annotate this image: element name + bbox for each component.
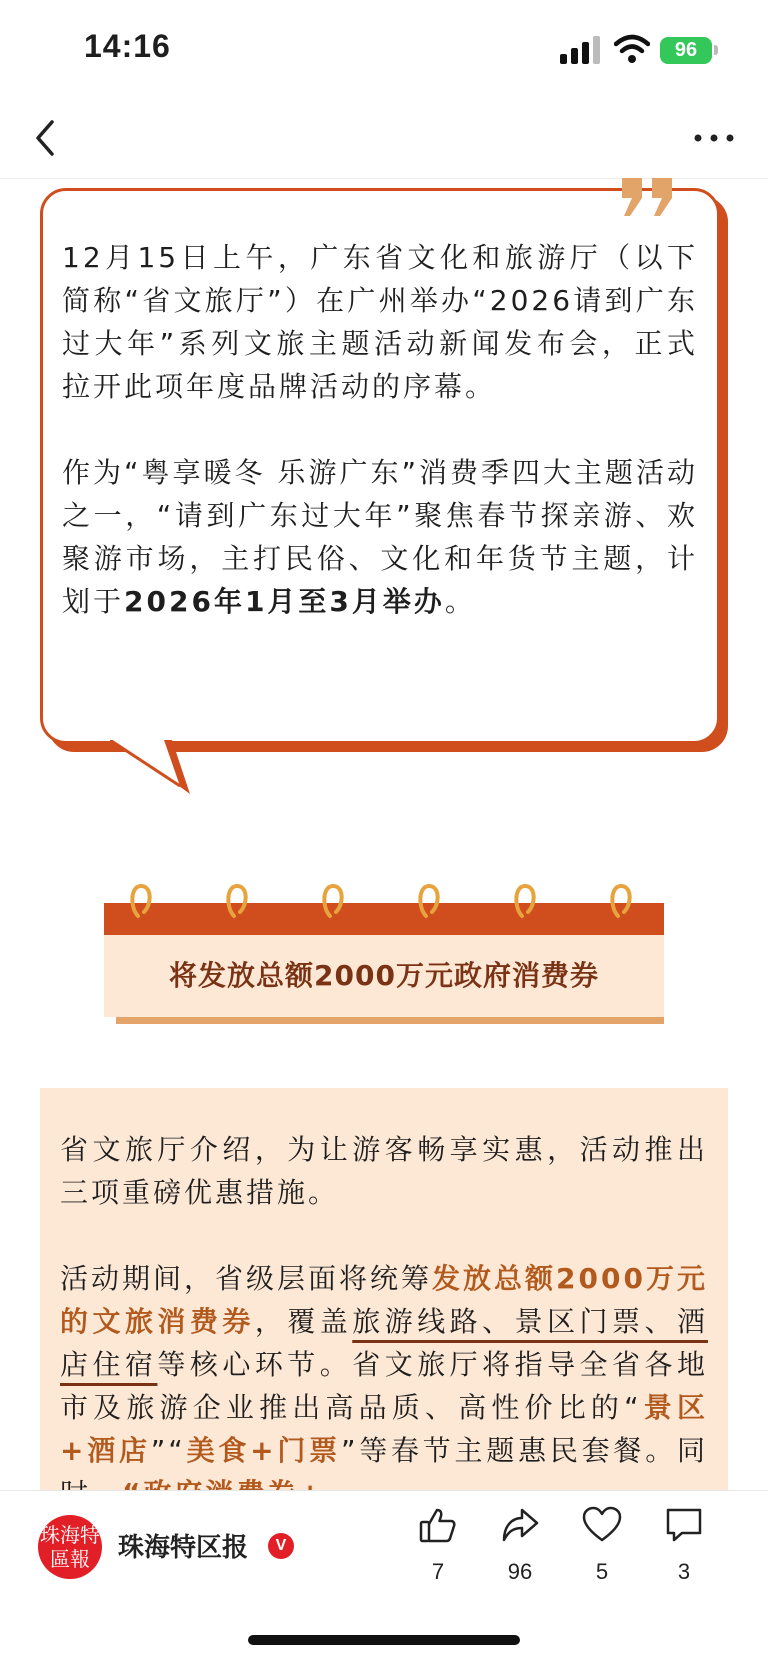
package-highlight-1: 景区+酒店 (60, 1391, 708, 1467)
status-time: 14:16 (84, 28, 171, 64)
favorite-count: 5 (595, 1559, 609, 1584)
favorite-button[interactable] (572, 1505, 632, 1595)
section-header-top-band (104, 903, 664, 935)
calendar-ring-icon (416, 882, 442, 920)
calendar-ring-icon (512, 882, 538, 920)
voucher-highlight: 发放总额2000万元的文旅消费券 (60, 1262, 708, 1338)
favorite-icon (582, 1505, 622, 1545)
quote-icon (620, 176, 676, 218)
panel-paragraph-1: 省文旅厅介绍，为让游客畅享实惠，活动推出三项重磅优惠措施。 (60, 1133, 708, 1209)
battery-level: 96 (674, 39, 698, 61)
calendar-ring-icon (608, 882, 634, 920)
share-count: 96 (507, 1559, 533, 1584)
wifi-icon (614, 34, 650, 64)
bubble-text (62, 236, 698, 666)
plan-date-bold: 2026年1月至3月举办 (124, 585, 445, 618)
panel-text (60, 1128, 708, 1508)
author-avatar[interactable] (38, 1515, 102, 1579)
more-icon[interactable] (692, 128, 736, 148)
panel-text-e: ”等春节主题惠民套餐。同 (340, 1434, 708, 1467)
package-highlight-2: 美食+门票 (185, 1434, 341, 1467)
bubble-tail (110, 740, 200, 796)
like-icon (418, 1505, 458, 1545)
avatar-text: 珠海特區報 (40, 1523, 100, 1571)
verified-badge: V (268, 1533, 294, 1559)
home-indicator (248, 1635, 520, 1645)
status-bar (0, 0, 768, 96)
nav-bar (0, 96, 768, 179)
like-count: 7 (431, 1559, 445, 1584)
plan-end: 。 (444, 585, 476, 618)
panel-text-a: 活动期间，省级层面将统筹 (60, 1262, 433, 1295)
share-icon (500, 1505, 540, 1545)
panel-text-d: ”“ (150, 1434, 186, 1467)
share-button[interactable] (490, 1505, 550, 1595)
panel-paragraph-2 (60, 1257, 708, 1508)
battery-indicator (660, 37, 712, 64)
info-panel (40, 1088, 728, 1508)
coverage-underline: 旅游线路、景区门票、酒店住宿 (60, 1305, 708, 1381)
battery-nub (714, 45, 718, 55)
signal-icon (560, 36, 602, 64)
panel-text-b: ，覆盖 (254, 1305, 353, 1338)
back-icon[interactable] (30, 118, 60, 158)
calendar-ring-icon (128, 882, 154, 920)
plan-text: 作为“粤享暖冬 乐游广东”消费季四大主题活动之一，“请到广东过大年”聚焦春节探亲游、欢聚游市场，主打民俗、文化和年货节主题，计划于 (62, 456, 698, 618)
comment-icon (664, 1505, 704, 1545)
calendar-ring-icon (224, 882, 250, 920)
author-name[interactable]: 珠海特区报 (118, 1533, 249, 1563)
comment-count: 3 (677, 1559, 691, 1584)
intro-paragraph: 12月15日上午，广东省文化和旅游厅（以下简称“省文旅厅”）在广州举办“2026请到广东过大年”系列文旅主题活动新闻发布会，正式拉开此项年度品牌活动的序幕。 (62, 241, 698, 403)
calendar-ring-icon (320, 882, 346, 920)
panel-text-c: 等核心环节。省文旅厅将指导全省各地市及旅游企业推出高品质、高性价比的“ (60, 1348, 708, 1424)
comment-button[interactable] (654, 1505, 714, 1595)
plan-paragraph (62, 451, 698, 623)
section-title: 将发放总额2000万元政府消费券 (169, 959, 599, 992)
like-button[interactable] (408, 1505, 468, 1595)
bottom-bar (0, 1490, 768, 1664)
